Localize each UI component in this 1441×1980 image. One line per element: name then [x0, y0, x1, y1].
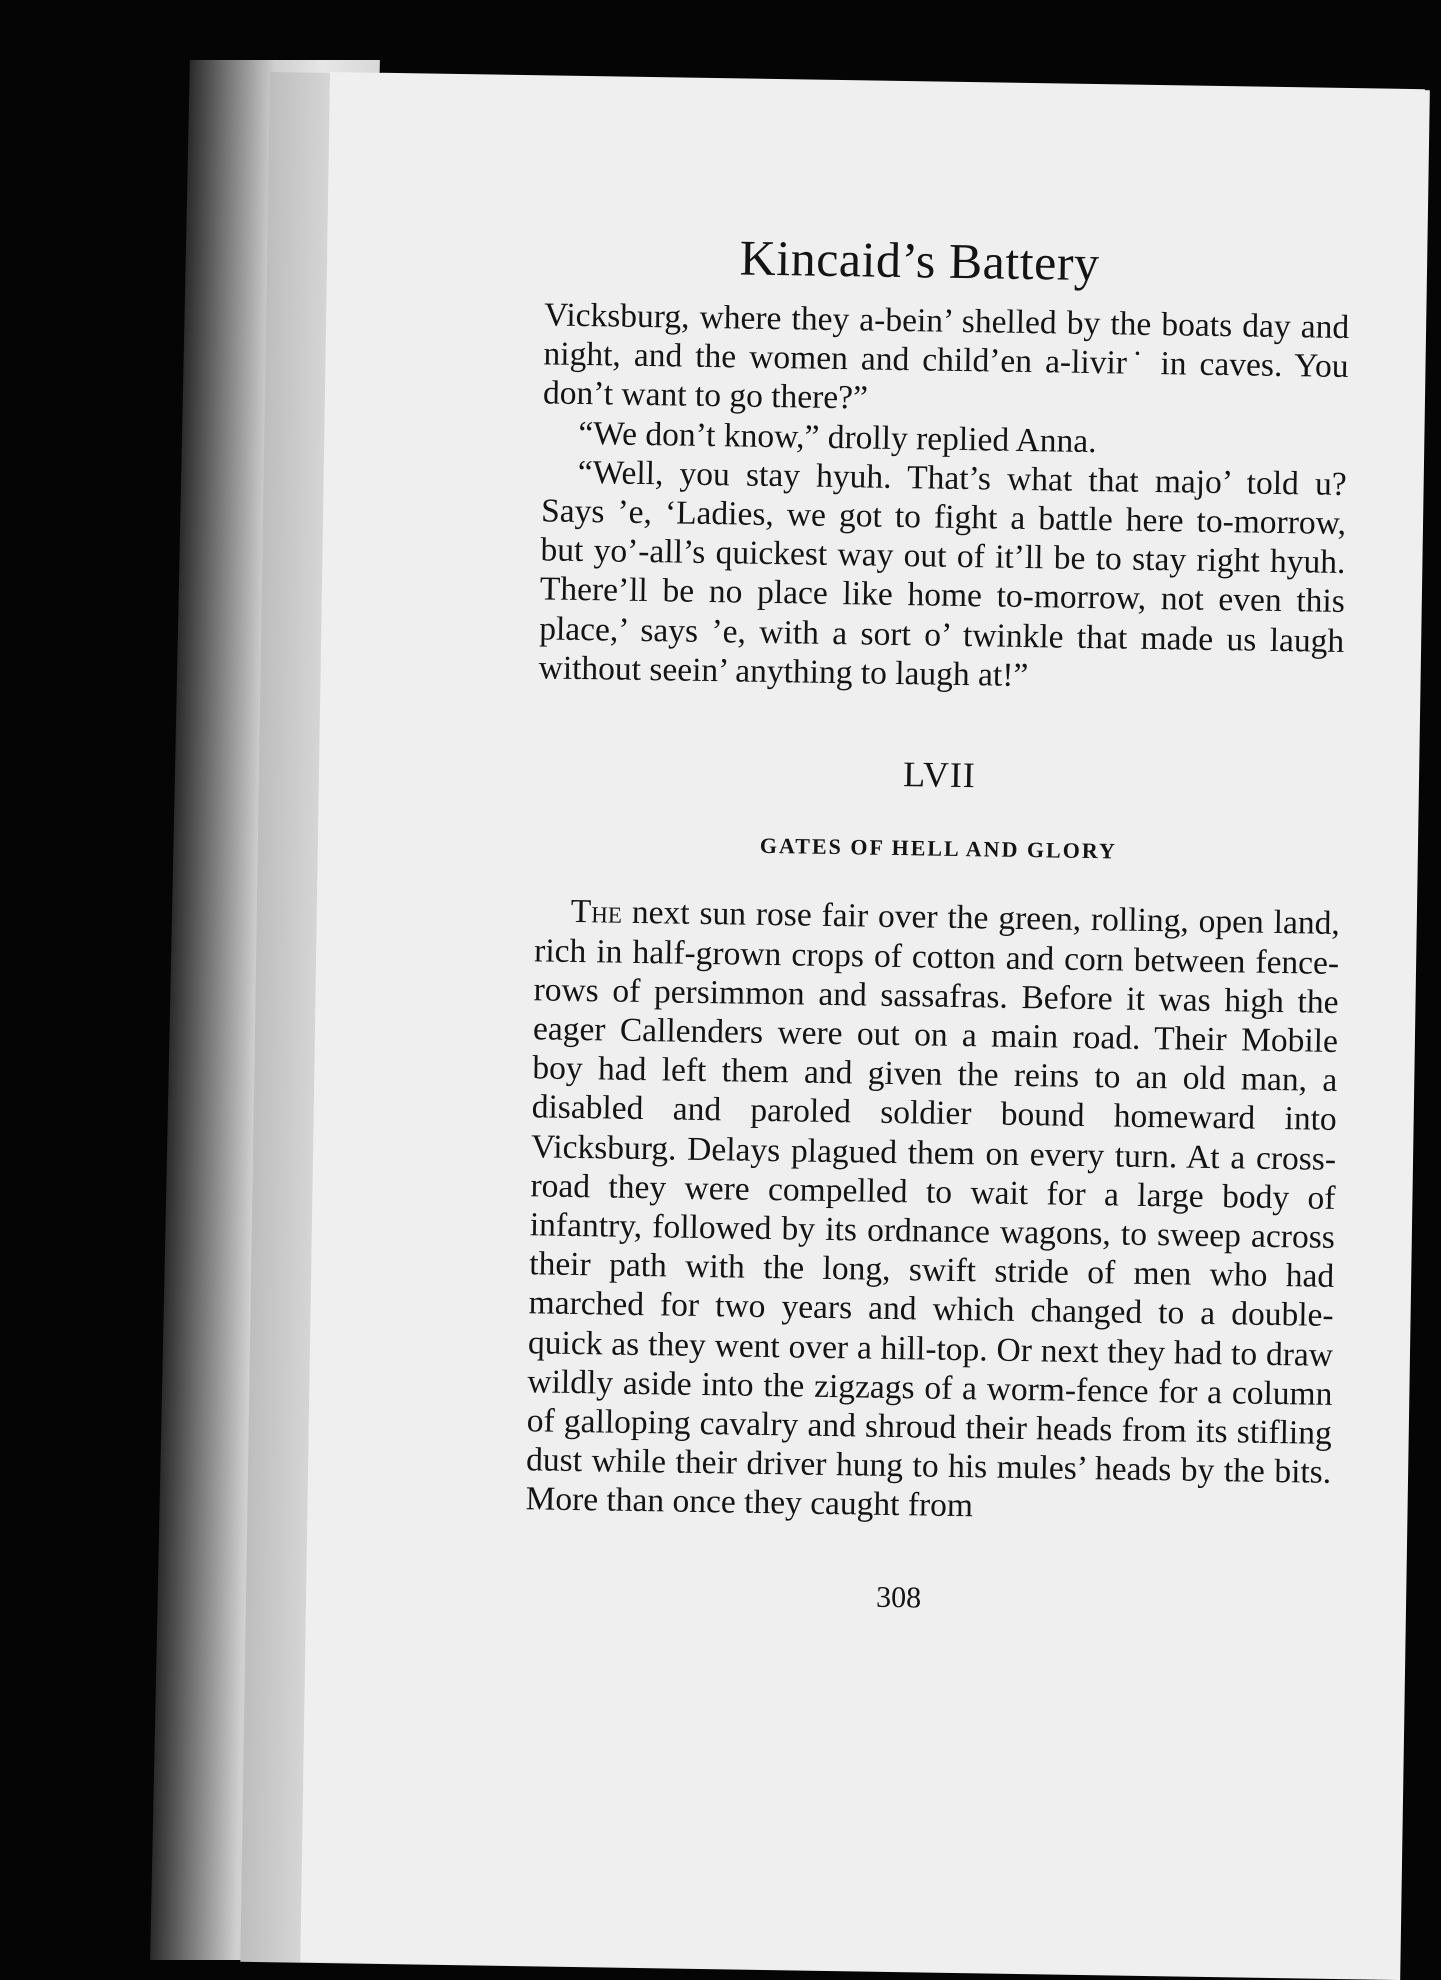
- chapter-number: LVII: [902, 754, 977, 796]
- opening-word: The: [570, 893, 623, 932]
- opening-paragraph-text: next sun rose fair over the green, rolling, open land, rich in half-grown crops of cotton and corn between fence-rows of persimmon and sassafras. Before it was high the eager Callenders were out on a main road. Their Mobile boy had left them and given the reins to an old man, a disabled and paroled soldier bound homeward into Vicksburg. Delays plagued them on every turn. At a cross-road they were compelled to wait for a large body of infantry, followed by its ordnance wagons, to sweep across their path with the long, swift stride of men who had marched for two years and which changed to a double-quick as they went over a hill-top. Or next they had to draw wildly aside into the zigzags of a worm-fence for a column of galloping cavalry and shroud their heads from its stifling dust while their driver hung to his mules’ heads by the bits. More than once they caught from: [525, 894, 1341, 1525]
- running-head: Kincaid’s Battery: [739, 229, 1100, 292]
- paragraph-dialogue: “We don’t know,” drolly replied Anna.: [578, 414, 1097, 460]
- page-number: 308: [875, 1580, 922, 1615]
- book-page: [300, 72, 1425, 1979]
- paragraph-continuation: Vicksburg, where they a-bein’ shelled by the boats day and night, and the women and child’en a-livir˙ in caves. You don’t want to go there?”: [542, 296, 1350, 417]
- chapter-opening-paragraph: [525, 892, 1340, 1532]
- page-text: [525, 295, 1349, 1531]
- paragraph-dialogue: “Well, you stay hyuh. That’s what that majo’ told u? Says ’e, ‘Ladies, we got to fight a battle here to-morrow, but yo’-all’s quickest way out of it’ll be to stay right hyuh. There’ll be no place like home to-morrow, not even this place,’ says ’e, with a sort o’ twinkle that made us laugh without seein’ anything to laugh at!”: [538, 453, 1347, 694]
- chapter-title: GATES OF HELL AND GLORY: [759, 833, 1118, 864]
